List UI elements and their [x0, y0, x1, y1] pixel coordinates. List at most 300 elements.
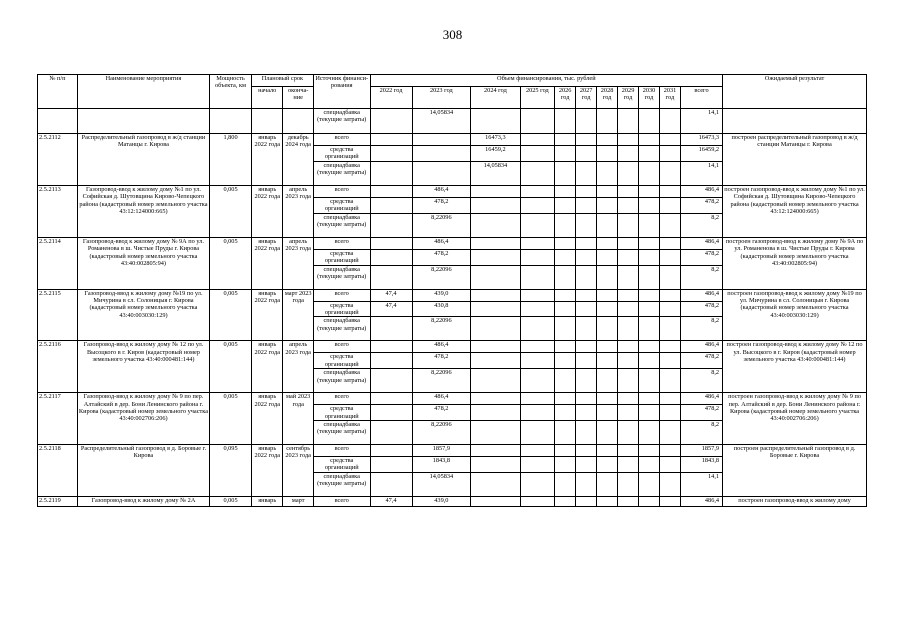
- total-cell: 478,2: [680, 249, 722, 265]
- year-cell: [576, 197, 597, 213]
- year-cell: 16459,2: [471, 146, 520, 162]
- year-cell: [471, 369, 520, 393]
- year-cell: 478,2: [412, 405, 471, 421]
- page-number: 308: [442, 27, 463, 42]
- year-cell: [520, 265, 555, 289]
- year-cell: [660, 353, 681, 369]
- year-cell: 439,0: [412, 496, 471, 506]
- year-cell: [370, 421, 412, 445]
- item-number: 2.5.2112: [38, 134, 78, 186]
- year-cell: [520, 445, 555, 457]
- year-cell: 47,4: [370, 496, 412, 506]
- year-cell: [639, 185, 660, 197]
- total-cell: 478,2: [680, 301, 722, 317]
- total-cell: 486,4: [680, 185, 722, 197]
- year-cell: [597, 249, 618, 265]
- year-cell: [597, 445, 618, 457]
- year-cell: [660, 496, 681, 506]
- year-cell: [520, 185, 555, 197]
- year-cell: [597, 353, 618, 369]
- year-cell: [576, 161, 597, 185]
- year-cell: [555, 457, 576, 473]
- year-cell: [370, 369, 412, 393]
- header-year: всего: [680, 87, 722, 109]
- item-result: построен газопровод-ввод к жилому дому № 9 по пер. Алтайский в дер. Бони Ленинского района г. Кирова (кадастровый номер земельного участка 43:40:002706:206): [723, 393, 867, 445]
- item-capacity: 0,005: [210, 393, 252, 445]
- year-cell: [618, 393, 639, 405]
- year-cell: 486,4: [412, 341, 471, 353]
- year-cell: [639, 393, 660, 405]
- item-capacity: 0,005: [210, 185, 252, 237]
- source-cell: средства организаций: [313, 457, 370, 473]
- item-start: январь 2022 года: [252, 185, 283, 237]
- year-cell: [660, 237, 681, 249]
- source-cell: средства организаций: [313, 301, 370, 317]
- year-cell: [660, 317, 681, 341]
- header-year: 2028 год: [597, 87, 618, 109]
- total-cell: 1857,9: [680, 445, 722, 457]
- year-cell: [370, 161, 412, 185]
- header-year: 2026 год: [555, 87, 576, 109]
- item-end: сентябрь 2023 года: [283, 445, 313, 497]
- year-cell: [576, 249, 597, 265]
- item-result: построен газопровод-ввод к жилому дому № 12 по ул. Высоцкого в г. Киров (кадастровый номер земельного участка 43:40:000481:144): [723, 341, 867, 393]
- year-cell: [660, 301, 681, 317]
- item-number: 2.5.2117: [38, 393, 78, 445]
- year-cell: [555, 161, 576, 185]
- year-cell: [576, 472, 597, 496]
- year-cell: [576, 289, 597, 301]
- year-cell: [597, 457, 618, 473]
- year-cell: [555, 393, 576, 405]
- year-cell: [639, 405, 660, 421]
- year-cell: [576, 109, 597, 134]
- year-cell: [555, 197, 576, 213]
- year-cell: [639, 457, 660, 473]
- year-cell: [471, 237, 520, 249]
- year-cell: [576, 185, 597, 197]
- total-cell: 8,2: [680, 265, 722, 289]
- year-cell: [639, 496, 660, 506]
- year-cell: 8,22096: [412, 265, 471, 289]
- year-cell: [639, 289, 660, 301]
- item-start: январь 2022 года: [252, 445, 283, 497]
- year-cell: 47,4: [370, 301, 412, 317]
- year-cell: [520, 393, 555, 405]
- header-year: 2031 год: [660, 87, 681, 109]
- source-cell: средства организаций: [313, 249, 370, 265]
- year-cell: 1857,9: [412, 445, 471, 457]
- year-cell: [660, 134, 681, 146]
- year-cell: 1843,8: [412, 457, 471, 473]
- year-cell: 486,4: [412, 237, 471, 249]
- year-cell: [370, 445, 412, 457]
- year-cell: [471, 353, 520, 369]
- year-cell: [660, 249, 681, 265]
- header-year: 2023 год: [412, 87, 471, 109]
- year-cell: 8,22096: [412, 369, 471, 393]
- year-cell: 8,22096: [412, 213, 471, 237]
- year-cell: [520, 249, 555, 265]
- year-cell: [370, 146, 412, 162]
- year-cell: [618, 317, 639, 341]
- year-cell: [555, 134, 576, 146]
- source-cell: всего: [313, 393, 370, 405]
- year-cell: [520, 405, 555, 421]
- year-cell: [618, 369, 639, 393]
- item-result: построен газопровод-ввод к жилому дому №1 по ул. Софийская д. Шутовщина Кирово-Чепецкого района (кадастровый номер земельного участка 43:12:124000:665): [723, 185, 867, 237]
- year-cell: [520, 161, 555, 185]
- item-start: январь 2022 года: [252, 237, 283, 289]
- year-cell: [618, 197, 639, 213]
- item-result: построен распределительный газопровод в ж/д станции Матанцы г. Кирова: [723, 134, 867, 186]
- year-cell: [639, 317, 660, 341]
- header-funding: Объем финансирования, тыс. рублей: [370, 75, 723, 87]
- source-cell: всего: [313, 185, 370, 197]
- item-number: 2.5.2115: [38, 289, 78, 341]
- source-cell: всего: [313, 445, 370, 457]
- table-row: [38, 289, 867, 301]
- item-name: Распределительный газопровод в д. Боровые г. Кирова: [77, 445, 209, 497]
- year-cell: [555, 109, 576, 134]
- source-cell: всего: [313, 289, 370, 301]
- table-row: [38, 496, 867, 506]
- year-cell: [471, 185, 520, 197]
- table-row: [38, 237, 867, 249]
- item-name: Распределительный газопровод в ж/д станции Матанцы г. Кирова: [77, 134, 209, 186]
- source-cell: всего: [313, 134, 370, 146]
- year-cell: [597, 301, 618, 317]
- year-cell: [370, 185, 412, 197]
- year-cell: [618, 134, 639, 146]
- year-cell: [370, 109, 412, 134]
- year-cell: [618, 301, 639, 317]
- year-cell: [597, 405, 618, 421]
- source-cell: спецнадбавка (текущие затраты): [313, 317, 370, 341]
- year-cell: [576, 496, 597, 506]
- year-cell: [370, 265, 412, 289]
- year-cell: 486,4: [412, 393, 471, 405]
- item-end: апрель 2023 года: [283, 341, 313, 393]
- year-cell: [618, 405, 639, 421]
- year-cell: [555, 496, 576, 506]
- item-capacity: 0,005: [210, 289, 252, 341]
- year-cell: [597, 161, 618, 185]
- year-cell: [555, 249, 576, 265]
- year-cell: [597, 237, 618, 249]
- year-cell: [660, 341, 681, 353]
- empty-cell: [77, 109, 209, 134]
- year-cell: [660, 213, 681, 237]
- year-cell: [471, 317, 520, 341]
- item-name: Газопровод-ввод к жилому дому № 2А: [77, 496, 209, 506]
- empty-cell: [210, 109, 252, 134]
- year-cell: [639, 301, 660, 317]
- header-year: 2027 год: [576, 87, 597, 109]
- year-cell: [618, 265, 639, 289]
- year-cell: [639, 353, 660, 369]
- year-cell: [471, 445, 520, 457]
- year-cell: [370, 134, 412, 146]
- total-cell: 14,1: [680, 161, 722, 185]
- year-cell: [555, 421, 576, 445]
- year-cell: [520, 134, 555, 146]
- total-cell: 478,2: [680, 405, 722, 421]
- year-cell: [639, 213, 660, 237]
- year-cell: [597, 393, 618, 405]
- item-number: 2.5.2119: [38, 496, 78, 506]
- item-end: март: [283, 496, 313, 506]
- year-cell: [471, 496, 520, 506]
- year-cell: 430,8: [412, 301, 471, 317]
- year-cell: [370, 213, 412, 237]
- table-row: [38, 445, 867, 457]
- source-cell: всего: [313, 237, 370, 249]
- year-cell: [520, 341, 555, 353]
- year-cell: [471, 265, 520, 289]
- year-cell: [576, 341, 597, 353]
- table-row: [38, 109, 867, 134]
- item-name: Газопровод-ввод к жилому дому № 12 по ул. Высоцкого в г. Киров (кадастровый номер земельного участка 43:40:000481:144): [77, 341, 209, 393]
- item-start: январь 2022 года: [252, 393, 283, 445]
- source-cell: всего: [313, 341, 370, 353]
- item-number: 2.5.2114: [38, 237, 78, 289]
- year-cell: [597, 421, 618, 445]
- total-cell: 486,4: [680, 341, 722, 353]
- year-cell: [618, 341, 639, 353]
- source-cell: спецнадбавка (текущие затраты): [313, 369, 370, 393]
- table-row: [38, 185, 867, 197]
- item-name: Газопровод-ввод к жилому дому № 9А по ул. Романенова в ш. Чистые Пруды г. Кирова (кадастровый номер земельного участка 43:40:002805:94): [77, 237, 209, 289]
- year-cell: [471, 405, 520, 421]
- year-cell: [555, 265, 576, 289]
- item-start: январь 2022 года: [252, 134, 283, 186]
- year-cell: [520, 289, 555, 301]
- header-end: оконча-ние: [283, 87, 313, 109]
- year-cell: [618, 445, 639, 457]
- year-cell: [660, 146, 681, 162]
- header-result: Ожидаемый результат: [723, 75, 867, 109]
- source-cell: спецнадбавка (текущие затраты): [313, 421, 370, 445]
- total-cell: 8,2: [680, 213, 722, 237]
- item-end: май 2023 года: [283, 393, 313, 445]
- year-cell: 486,4: [412, 185, 471, 197]
- source-cell: средства организаций: [313, 197, 370, 213]
- year-cell: [555, 472, 576, 496]
- year-cell: [555, 353, 576, 369]
- item-result: построен газопровод-ввод к жилому дому № 9А по ул. Романенова в ш. Чистые Пруды г. Кирова (кадастровый номер земельного участка 43:40:002805:94): [723, 237, 867, 289]
- source-cell: всего: [313, 496, 370, 506]
- year-cell: 14,05834: [471, 161, 520, 185]
- year-cell: 8,22096: [412, 421, 471, 445]
- year-cell: [471, 197, 520, 213]
- total-cell: 8,2: [680, 421, 722, 445]
- year-cell: [520, 146, 555, 162]
- year-cell: [520, 237, 555, 249]
- year-cell: [471, 341, 520, 353]
- year-cell: [370, 197, 412, 213]
- year-cell: [576, 134, 597, 146]
- total-cell: 486,4: [680, 496, 722, 506]
- total-cell: 1843,8: [680, 457, 722, 473]
- year-cell: [660, 265, 681, 289]
- item-start: январь 2022 года: [252, 289, 283, 341]
- year-cell: [576, 445, 597, 457]
- year-cell: [555, 301, 576, 317]
- year-cell: [370, 237, 412, 249]
- year-cell: [639, 161, 660, 185]
- year-cell: [660, 421, 681, 445]
- year-cell: 439,0: [412, 289, 471, 301]
- year-cell: [555, 341, 576, 353]
- year-cell: [639, 134, 660, 146]
- year-cell: [660, 393, 681, 405]
- result-cell: [723, 109, 867, 134]
- empty-cell: [283, 109, 313, 134]
- item-end: март 2023 года: [283, 289, 313, 341]
- year-cell: [555, 445, 576, 457]
- item-capacity: 0,005: [210, 496, 252, 506]
- year-cell: [639, 146, 660, 162]
- source-cell: спецнадбавка (текущие затраты): [313, 472, 370, 496]
- year-cell: [660, 197, 681, 213]
- item-capacity: 0,095: [210, 445, 252, 497]
- source-cell: средства организаций: [313, 146, 370, 162]
- source-cell: средства организаций: [313, 405, 370, 421]
- year-cell: [576, 265, 597, 289]
- total-cell: 478,2: [680, 197, 722, 213]
- year-cell: [471, 472, 520, 496]
- total-cell: 8,2: [680, 369, 722, 393]
- total-cell: 16473,3: [680, 134, 722, 146]
- header-source: Источник финанси-рования: [313, 75, 370, 109]
- year-cell: [618, 237, 639, 249]
- year-cell: [639, 472, 660, 496]
- source-cell: спецнадбавка (текущие затраты): [313, 161, 370, 185]
- year-cell: [520, 472, 555, 496]
- year-cell: [520, 109, 555, 134]
- item-name: Газопровод-ввод к жилому дому №19 по ул. Мичурина в сл. Солоницыя г. Кирова (кадастровый номер земельного участка 43:40:003030:129): [77, 289, 209, 341]
- year-cell: [520, 301, 555, 317]
- year-cell: [412, 161, 471, 185]
- empty-cell: [252, 109, 283, 134]
- year-cell: [639, 249, 660, 265]
- item-result: построен газопровод-ввод к жилому дому №19 по ул. Мичурина в сл. Солоницыя г. Кирова (кадастровый номер земельного участка 43:40:003030:129): [723, 289, 867, 341]
- year-cell: [639, 265, 660, 289]
- year-cell: 14,05834: [412, 109, 471, 134]
- table-row: [38, 393, 867, 405]
- year-cell: [370, 341, 412, 353]
- item-capacity: 1,800: [210, 134, 252, 186]
- total-cell: 8,2: [680, 317, 722, 341]
- table-row: [38, 134, 867, 146]
- year-cell: [555, 213, 576, 237]
- year-cell: [618, 353, 639, 369]
- year-cell: [618, 146, 639, 162]
- header-num: № п/п: [38, 75, 78, 109]
- year-cell: [660, 161, 681, 185]
- year-cell: [471, 301, 520, 317]
- year-cell: [555, 146, 576, 162]
- year-cell: [639, 445, 660, 457]
- year-cell: [597, 369, 618, 393]
- source-cell: спецнадбавка (текущие затраты): [313, 109, 370, 134]
- year-cell: [618, 161, 639, 185]
- year-cell: [576, 405, 597, 421]
- year-cell: [555, 237, 576, 249]
- year-cell: [597, 134, 618, 146]
- year-cell: [555, 317, 576, 341]
- year-cell: [412, 146, 471, 162]
- item-number: 2.5.2116: [38, 341, 78, 393]
- year-cell: [660, 457, 681, 473]
- year-cell: [618, 213, 639, 237]
- year-cell: [597, 185, 618, 197]
- year-cell: [555, 369, 576, 393]
- year-cell: [471, 213, 520, 237]
- year-cell: [660, 445, 681, 457]
- year-cell: [576, 369, 597, 393]
- year-cell: [618, 109, 639, 134]
- header-year: 2022 год: [370, 87, 412, 109]
- header-capacity: Мощность объекта, км: [210, 75, 252, 109]
- year-cell: 8,22096: [412, 317, 471, 341]
- item-start: январь 2022 года: [252, 341, 283, 393]
- year-cell: [471, 289, 520, 301]
- year-cell: [576, 146, 597, 162]
- year-cell: [370, 317, 412, 341]
- year-cell: [597, 317, 618, 341]
- year-cell: [471, 457, 520, 473]
- year-cell: 478,2: [412, 249, 471, 265]
- year-cell: [370, 472, 412, 496]
- year-cell: [597, 472, 618, 496]
- year-cell: 14,05834: [412, 472, 471, 496]
- year-cell: [370, 353, 412, 369]
- year-cell: [660, 185, 681, 197]
- year-cell: [618, 185, 639, 197]
- year-cell: [639, 421, 660, 445]
- year-cell: [597, 341, 618, 353]
- empty-cell: [38, 109, 78, 134]
- total-cell: 16459,2: [680, 146, 722, 162]
- year-cell: [471, 109, 520, 134]
- source-cell: средства организаций: [313, 353, 370, 369]
- year-cell: [576, 237, 597, 249]
- year-cell: [370, 405, 412, 421]
- year-cell: [597, 109, 618, 134]
- year-cell: 478,2: [412, 197, 471, 213]
- year-cell: [520, 369, 555, 393]
- total-cell: 14,1: [680, 109, 722, 134]
- total-cell: 486,4: [680, 237, 722, 249]
- year-cell: 47,4: [370, 289, 412, 301]
- year-cell: [660, 369, 681, 393]
- year-cell: [618, 249, 639, 265]
- year-cell: [555, 289, 576, 301]
- year-cell: [618, 421, 639, 445]
- year-cell: [597, 197, 618, 213]
- year-cell: [639, 237, 660, 249]
- total-cell: 486,4: [680, 393, 722, 405]
- year-cell: [576, 421, 597, 445]
- item-end: апрель 2023 года: [283, 185, 313, 237]
- year-cell: [520, 457, 555, 473]
- year-cell: [471, 393, 520, 405]
- total-cell: 486,4: [680, 289, 722, 301]
- year-cell: [370, 249, 412, 265]
- year-cell: [370, 393, 412, 405]
